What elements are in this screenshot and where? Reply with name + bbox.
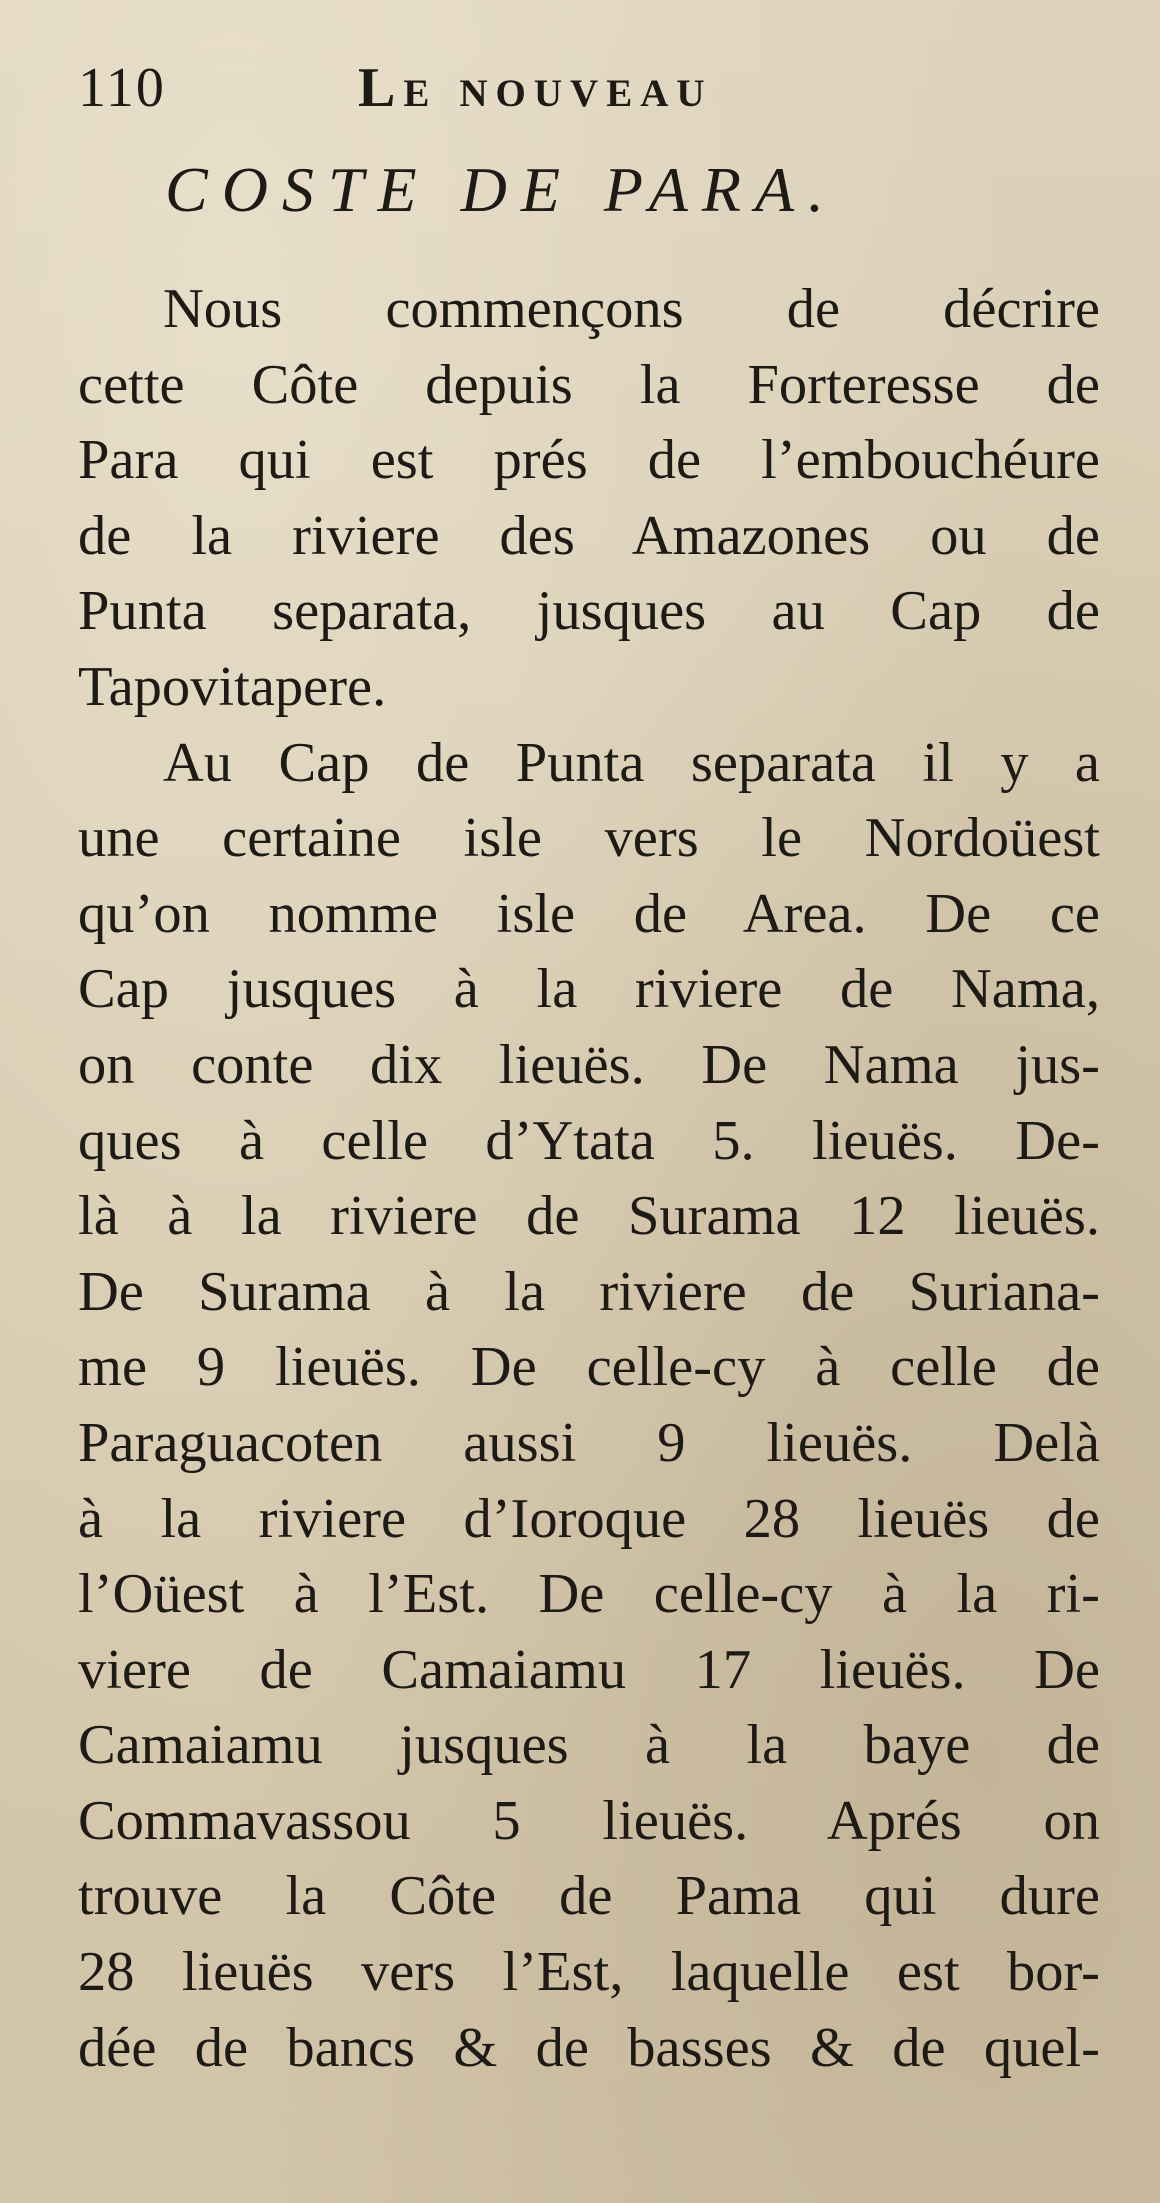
text-line: Nous commençons de décrire — [163, 278, 1100, 340]
text-line: viere de Camaiamu 17 lieuës. De — [78, 1638, 1100, 1701]
text-line: 28 lieuës vers l’Est, laquelle est bor- — [78, 1941, 1100, 2004]
text-line: Punta separata, jusques au Cap de — [78, 580, 1100, 643]
text-line: Paraguacoten aussi 9 lieuës. Delà — [78, 1411, 1100, 1474]
running-title: Le nouveau — [358, 57, 713, 119]
text-line: dée de bancs & de basses & de quel- — [78, 2016, 1100, 2079]
text-line: cette Côte depuis la Forteresse de — [78, 353, 1100, 416]
text-line: ques à celle d’Ytata 5. lieuës. De- — [78, 1109, 1100, 1172]
text-line: Au Cap de Punta separata il y a — [163, 731, 1100, 794]
text-line: trouve la Côte de Pama qui dure — [78, 1865, 1100, 1928]
text-line: l’Oüest à l’Est. De celle-cy à la ri- — [78, 1563, 1100, 1626]
page-number: 110 — [78, 57, 166, 119]
text-line: Camaiamu jusques à la baye de — [78, 1714, 1100, 1777]
text-line: une certaine isle vers le Nordoüest — [78, 807, 1100, 870]
page-header — [78, 48, 1078, 128]
section-title: COSTE DE PARA. — [165, 154, 839, 225]
body-text — [78, 272, 1100, 2086]
text-line: Para qui est prés de l’embouchéure — [78, 429, 1100, 492]
text-line: De Surama à la riviere de Suriana- — [78, 1260, 1100, 1323]
text-line: Commavassou 5 lieuës. Aprés on — [78, 1789, 1100, 1852]
text-line: qu’on nomme isle de Area. De ce — [78, 882, 1100, 945]
text-line: Cap jusques à la riviere de Nama, — [78, 958, 1100, 1021]
text-line: on conte dix lieuës. De Nama jus- — [78, 1033, 1100, 1096]
text-line: là à la riviere de Surama 12 lieuës. — [78, 1185, 1100, 1248]
text-line: de la riviere des Amazones ou de — [78, 504, 1100, 567]
text-line: Tapovitapere. — [78, 655, 387, 718]
text-line: me 9 lieuës. De celle-cy à celle de — [78, 1336, 1100, 1399]
text-line: à la riviere d’Ioroque 28 lieuës de — [78, 1487, 1100, 1550]
